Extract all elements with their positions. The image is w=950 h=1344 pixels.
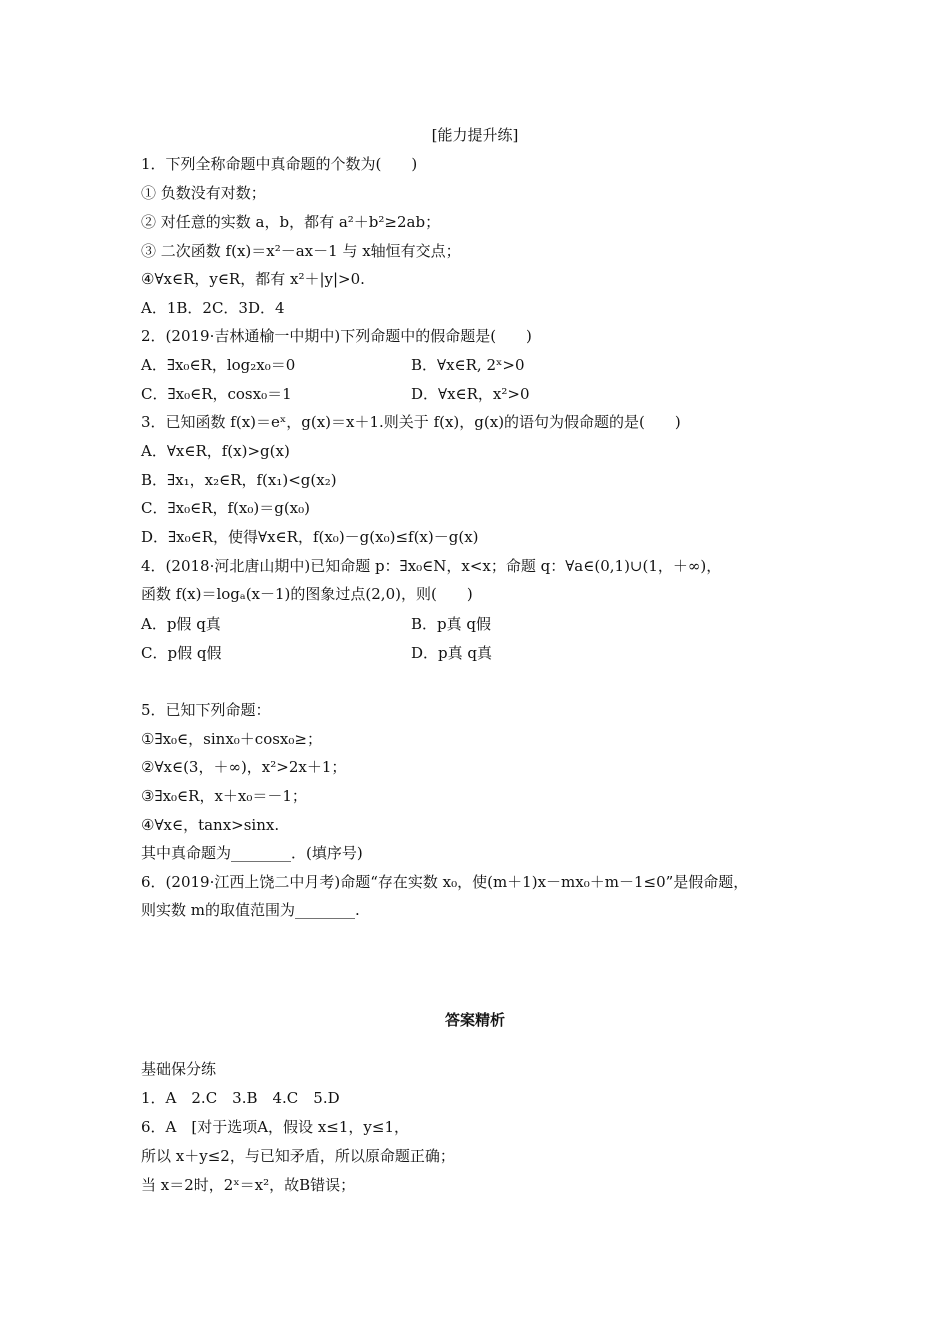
q2-option-d: D．∀x∈R，x²>0: [411, 385, 530, 403]
answers-line-4: 当 x＝2时，2ˣ＝x²，故B错误；: [141, 1176, 356, 1194]
q2-option-b: B．∀x∈R, 2ˣ>0: [411, 356, 525, 374]
q5-item-2: ②∀x∈(3，＋∞)，x²>2x＋1；: [141, 758, 347, 776]
q4-stem-line-2: 函数 f(x)＝logₐ(x－1)的图象过点(2,0)，则( ): [141, 585, 473, 603]
q2-stem: 2．(2019·吉林通榆一中期中)下列命题中的假命题是( ): [141, 327, 532, 345]
q4-option-b: B．p真 q假: [411, 615, 491, 633]
q2-option-a: A．∃x₀∈R，log₂x₀＝0: [141, 356, 296, 374]
q3-option-c: C．∃x₀∈R，f(x₀)＝g(x₀): [141, 499, 310, 517]
answers-title: 答案精析: [444, 1011, 505, 1029]
answers-line-2: 6．A [对于选项A，假设 x≤1，y≤1，: [141, 1118, 409, 1136]
q4-stem-line-1: 4．(2018·河北唐山期中)已知命题 p：∃x₀∈N，x<x；命题 q：∀a∈(0,1)∪(1，＋∞)，: [141, 557, 722, 575]
q1-options: A．1B．2C．3D．4: [141, 299, 285, 317]
q4-option-a: A．p假 q真: [141, 615, 221, 633]
q1-item-3: ③ 二次函数 f(x)＝x²－ax－1 与 x轴恒有交点；: [141, 242, 461, 260]
q1-stem: 1．下列全称命题中真命题的个数为( ): [141, 155, 418, 173]
answers-line-1: 1．A 2.C 3.B 4.C 5.D: [141, 1089, 340, 1107]
q3-option-a: A．∀x∈R，f(x)>g(x): [141, 442, 290, 460]
q4-option-c: C．p假 q假: [141, 644, 222, 662]
answers-line-3: 所以 x＋y≤2，与已知矛盾，所以原命题正确；: [141, 1147, 455, 1165]
q3-option-b: B．∃x₁，x₂∈R，f(x₁)<g(x₂): [141, 471, 337, 489]
q5-item-1: ①∃x₀∈，sinx₀＋cosx₀≥；: [141, 730, 322, 748]
q5-tail: 其中真命题为________．(填序号): [141, 844, 363, 862]
q5-item-3: ③∃x₀∈R，x＋x₀＝－1；: [141, 787, 307, 805]
q6-line-1: 6．(2019·江西上饶二中月考)命题“存在实数 x₀，使(m＋1)x－mx₀＋m－1≤0”是假命题，: [141, 873, 749, 891]
q1-item-4: ④∀x∈R，y∈R，都有 x²＋|y|>0.: [141, 270, 365, 288]
q3-stem: 3．已知函数 f(x)＝eˣ，g(x)＝x＋1.则关于 f(x)，g(x)的语句为假命题的是( ): [141, 413, 681, 431]
q1-item-2: ② 对任意的实数 a，b，都有 a²＋b²≥2ab；: [141, 213, 441, 231]
answers-subtitle: 基础保分练: [141, 1060, 217, 1078]
q5-item-4: ④∀x∈，tanx>sinx.: [141, 816, 280, 834]
q1-item-1: ① 负数没有对数；: [141, 184, 266, 202]
q4-option-d: D．p真 q真: [411, 644, 492, 662]
q2-option-c: C．∃x₀∈R，cosx₀＝1: [141, 385, 292, 403]
q6-line-2: 则实数 m的取值范围为________.: [141, 901, 360, 919]
q3-option-d: D．∃x₀∈R，使得∀x∈R，f(x₀)－g(x₀)≤f(x)－g(x): [141, 528, 479, 546]
section-title: [能力提升练]: [431, 126, 519, 144]
q5-stem: 5．已知下列命题：: [141, 701, 271, 719]
